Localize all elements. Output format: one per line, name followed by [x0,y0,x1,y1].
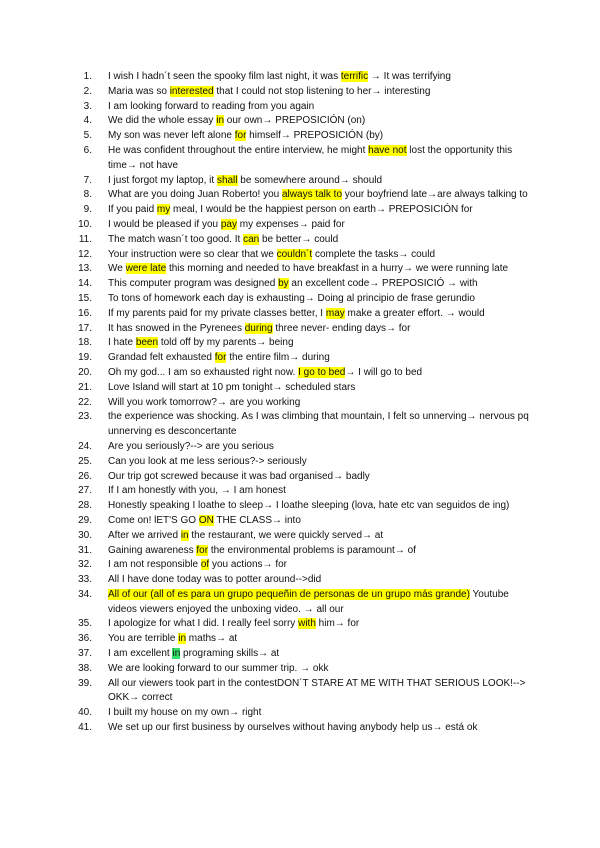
item-text [108,632,532,647]
text-segment: Maria was so [108,85,170,97]
highlighted-error: with [298,618,316,630]
list-item [62,233,532,248]
item-number: 36. [78,633,92,645]
item-text [108,336,532,351]
text-segment: My son was never left alone [108,130,235,142]
item-text [108,277,532,292]
list-item [62,499,532,514]
text-segment: your boyfriend late→are always talking to [342,189,528,201]
list-item [62,292,532,307]
text-segment: maths→ at [186,633,238,645]
text-segment: What are you doing Juan Roberto! you [108,189,282,201]
item-text [108,514,532,529]
item-text [108,499,532,514]
list-item [62,573,532,588]
item-number: 26. [78,470,92,482]
item-text [108,721,532,736]
highlighted-error: were late [125,263,167,275]
text-segment: We are looking forward to our summer trip. → okk [108,662,329,674]
list-item [62,336,532,351]
text-segment: be somewhere around→ should [237,174,383,186]
item-number: 25. [78,455,92,467]
item-number: 19. [78,352,92,364]
item-number: 13. [78,263,92,275]
highlighted-error: can [243,233,260,245]
item-number: 15. [78,292,92,304]
text-segment: All our viewers took part in the contestDON´T STARE AT ME WITH THAT SERIOUS LOOK!--> OKK→ correct [108,677,526,704]
item-text [108,366,532,381]
highlighted-error: of [200,559,210,571]
item-number: 11. [78,233,92,245]
text-segment: Our trip got screwed because it was bad organised→ badly [108,470,370,482]
list-item [62,647,532,662]
item-number: 20. [78,366,92,378]
list-item [62,100,532,115]
item-number: 6. [83,144,92,156]
list-item [62,484,532,499]
item-number: 8. [83,189,92,201]
text-segment: Love Island will start at 10 pm tonight→ scheduled stars [108,381,356,393]
list-item [62,617,532,632]
item-text [108,677,532,707]
list-item [62,322,532,337]
item-text [108,396,532,411]
item-text [108,617,532,632]
list-item [62,114,532,129]
item-number: 21. [78,381,92,393]
item-text [108,573,532,588]
item-text [108,100,532,115]
item-text [108,144,532,174]
text-segment: → I will go to bed [345,366,423,378]
text-segment: Will you work tomorrow?→ are you working [108,396,301,408]
item-number: 34. [78,588,92,600]
text-segment: It has snowed in the Pyrenees [108,322,245,334]
item-text [108,410,532,440]
text-segment: three never- ending days→ for [272,322,411,334]
text-segment: the entire film→ during [226,352,330,364]
item-text [108,440,532,455]
highlighted-error: All of our (all of es para un grupo pequeñin de personas de un grupo más grande) [108,588,470,600]
list-item [62,203,532,218]
text-segment: This computer program was designed [108,278,279,290]
list-item [62,529,532,544]
text-segment: If you paid [108,204,157,216]
highlighted-error: ON [198,514,214,526]
text-segment: himself→ PREPOSICIÓN (by) [246,130,384,142]
item-text [108,529,532,544]
list-item [62,721,532,736]
item-text [108,647,532,662]
text-segment: Youtube videos viewers enjoyed the unboxing video. → all our [108,588,509,615]
highlighted-error: for [196,544,209,556]
text-segment: → It was terrifying [368,71,451,82]
item-number: 29. [78,514,92,526]
text-segment: The match wasn´t too good. It [108,233,244,245]
text-segment: lost the opportunity this time→ not have [108,144,513,171]
item-text [108,129,532,144]
highlighted-error: for [234,130,247,142]
item-text [108,544,532,559]
list-item [62,366,532,381]
text-segment: Oh my god... I am so exhausted right now. [108,366,299,378]
text-segment: meal, I would be the happiest person on earth→ PREPOSICIÓN for [170,204,473,216]
text-segment: an excellent code→ PREPOSICIÓ → with [288,278,478,290]
item-number: 35. [78,618,92,630]
item-number: 40. [78,707,92,719]
item-number: 1. [83,71,92,82]
text-segment: I built my house on my own→ right [108,707,262,719]
sentence-correction-list [62,70,532,736]
text-segment: Grandad felt exhausted [108,352,215,364]
text-segment: Come on! lET'S GO [108,514,199,526]
item-text [108,203,532,218]
text-segment: that I could not stop listening to her→ interesting [213,85,431,97]
item-number: 9. [83,204,92,216]
item-number: 4. [83,115,92,127]
text-segment: our own→ PREPOSICIÓN (on) [224,115,366,127]
item-number: 37. [78,648,92,660]
text-segment: Your instruction were so clear that we [108,248,277,260]
text-segment: I am looking forward to reading from you again [108,100,315,112]
text-segment: I am excellent [108,648,173,660]
item-number: 28. [78,500,92,512]
highlighted-error: in [216,115,225,127]
item-text [108,322,532,337]
item-text [108,484,532,499]
highlighted-error: for [214,352,227,364]
text-segment: To tons of homework each day is exhausting→ Doing al principio de frase gerundio [108,292,475,304]
item-number: 10. [78,218,92,230]
list-item [62,262,532,277]
item-text [108,455,532,470]
item-text [108,292,532,307]
list-item [62,396,532,411]
list-item [62,381,532,396]
list-item [62,544,532,559]
list-item [62,514,532,529]
text-segment: All I have done today was to potter around-->did [108,574,322,586]
item-text [108,248,532,263]
item-number: 39. [78,677,92,689]
text-segment: you actions→ for [209,559,287,571]
item-number: 31. [78,544,92,556]
highlighted-error: during [244,322,273,334]
text-segment: I just forgot my laptop, it [108,174,217,186]
highlighted-error: been [135,337,159,349]
highlighted-error: may [325,307,345,319]
item-number: 27. [78,485,92,497]
text-segment: make a greater effort. → would [344,307,485,319]
list-item [62,632,532,647]
text-segment: I am not responsible [108,559,201,571]
item-text [108,558,532,573]
text-segment: Honestly speaking I loathe to sleep→ I loathe sleeping (lova, hate etc van seguidos de ing) [108,500,510,512]
highlighted-error: interested [169,85,214,97]
text-segment: the experience was shocking. As I was climbing that mountain, I felt so unnerving→ nervous pq unnerving es desconcertante [108,411,529,438]
list-item [62,706,532,721]
item-text [108,381,532,396]
item-number: 2. [83,85,92,97]
list-item [62,455,532,470]
item-text [108,470,532,485]
list-item [62,470,532,485]
item-number: 23. [78,411,92,423]
highlighted-error: in [180,529,189,541]
item-number: 22. [78,396,92,408]
highlighted-error: pay [220,218,237,230]
list-item [62,188,532,203]
text-segment: After we arrived [108,529,181,541]
item-number: 30. [78,529,92,541]
list-item [62,677,532,707]
text-segment: You are terrible [108,633,179,645]
highlighted-error: by [278,278,289,290]
text-segment: him→ for [315,618,360,630]
text-segment: We did the whole essay [108,115,217,127]
item-text [108,588,532,618]
list-item [62,218,532,233]
list-item [62,144,532,174]
list-item [62,440,532,455]
text-segment: Can you look at me less serious?-> seriously [108,455,307,467]
list-item [62,588,532,618]
text-segment: I wish I hadn´t seen the spooky film last night, it was [108,71,341,82]
highlighted-error: always talk to [282,189,343,201]
list-item [62,85,532,100]
highlighted-error: my [156,204,171,216]
item-text [108,662,532,677]
text-segment: my expenses→ paid for [236,218,345,230]
highlighted-error: in [178,633,187,645]
item-number: 7. [83,174,92,186]
text-segment: programing skills→ at [180,648,280,660]
highlighted-error: couldn´t [276,248,313,260]
list-item [62,277,532,292]
text-segment: If my parents paid for my private classes better, I [108,307,326,319]
item-text [108,307,532,322]
list-item [62,558,532,573]
item-number: 33. [78,574,92,586]
text-segment: If I am honestly with you, → I am honest [108,485,286,497]
item-number: 32. [78,559,92,571]
highlighted-error: shall [216,174,238,186]
text-segment: We [108,263,126,275]
list-item [62,307,532,322]
list-item [62,248,532,263]
list-item [62,129,532,144]
item-text [108,114,532,129]
item-number: 12. [78,248,92,260]
list-item [62,174,532,189]
list-item [62,410,532,440]
text-segment: Are you seriously?--> are you serious [108,440,274,452]
item-text [108,85,532,100]
text-segment: THE CLASS→ into [213,514,301,526]
highlighted-error: I go to bed [298,366,346,378]
text-segment: the environmental problems is paramount→ of [208,544,416,556]
item-number: 18. [78,337,92,349]
item-number: 14. [78,278,92,290]
item-text [108,706,532,721]
text-segment: be better→ could [259,233,339,245]
list-item [62,662,532,677]
text-segment: the restaurant, we were quickly served→ at [188,529,384,541]
highlighted-error: terrific [340,71,369,82]
text-segment: complete the tasks→ could [312,248,436,260]
item-text [108,218,532,233]
list-item [62,70,532,85]
list-item [62,351,532,366]
item-number: 17. [78,322,92,334]
item-text [108,174,532,189]
item-number: 5. [83,130,92,142]
text-segment: I hate [108,337,136,349]
item-text [108,70,532,85]
text-segment: told off by my parents→ being [158,337,294,349]
text-segment: He was confident throughout the entire interview, he might [108,144,369,156]
item-number: 38. [78,662,92,674]
text-segment: I apologize for what I did. I really feel sorry [108,618,299,630]
item-number: 3. [83,100,92,112]
text-segment: I would be pleased if you [108,218,221,230]
highlighted-error-green: in [172,648,181,660]
item-text [108,262,532,277]
text-segment: We set up our first business by ourselves without having anybody help us→ está ok [108,722,478,734]
highlighted-error: have not [368,144,407,156]
item-number: 16. [78,307,92,319]
item-text [108,188,532,203]
text-segment: this morning and needed to have breakfast in a hurry→ we were running late [166,263,509,275]
item-text [108,233,532,248]
item-number: 24. [78,440,92,452]
item-text [108,351,532,366]
text-segment: Gaining awareness [108,544,197,556]
item-number: 41. [78,722,92,734]
